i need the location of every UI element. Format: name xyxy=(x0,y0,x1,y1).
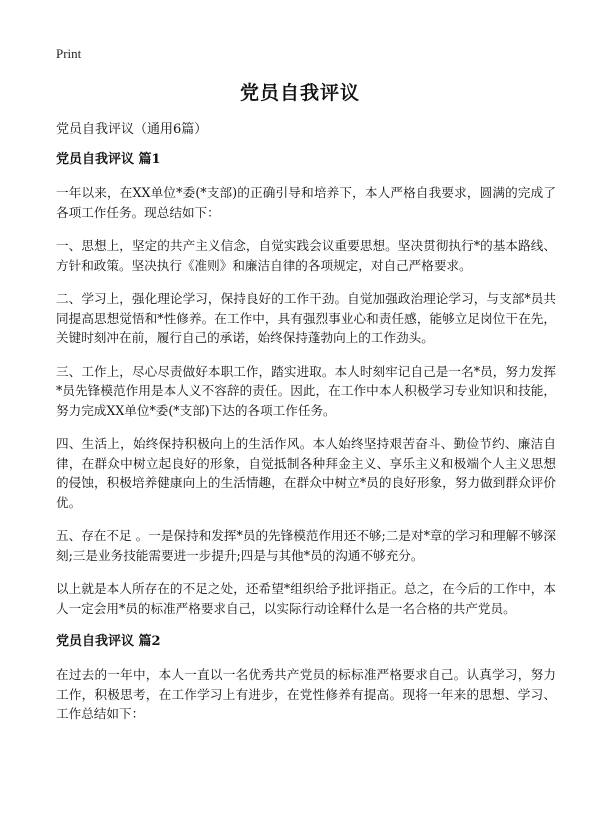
paragraph: 一年以来，在XX单位*委(*支部)的正确引导和培养下，本人严格自我要求，圆满的完成了各项工作任务。现总结如下： xyxy=(56,185,556,220)
document-body xyxy=(56,150,556,738)
section-heading: 党员自我评议 篇1 xyxy=(56,152,161,167)
section-heading: 党员自我评议 篇2 xyxy=(56,634,161,649)
paragraph: 四、生活上，始终保持积极向上的生活作风。本人始终坚持艰苦奋斗、勤俭节约、廉洁自律，在群众中树立起良好的形象，自觉抵制各种拜金主义、享乐主义和极端个人主义思想的侵蚀，积极培养健康向上的生活情趣，在群众中树立*员的良好形象，努力做到群众评价优。 xyxy=(56,436,556,510)
print-label[interactable]: Print xyxy=(56,46,82,61)
page-title: 党员自我评议 xyxy=(239,82,360,104)
paragraph: 以上就是本人所存在的不足之处，还希望*组织给予批评指正。总之，在今后的工作中，本人一定会用*员的标准严格要求自己，以实际行动诠释什么是一名合格的共产党员。 xyxy=(56,581,556,616)
paragraph: 在过去的一年中，本人一直以一名优秀共产党员的标标准严格要求自己。认真学习，努力工作，积极思考，在工作学习上有进步，在党性修养有提高。现将一年来的思想、学习、工作总结如下： xyxy=(56,667,556,721)
section-1 xyxy=(56,150,556,618)
paragraph: 二、学习上，强化理论学习，保持良好的工作干劲。自觉加强政治理论学习，与支部*员共同提高思想觉悟和*性修养。在工作中，具有强烈事业心和责任感，能够立足岗位干在先，关键时刻冲在前，履行自己的承诺，始终保持蓬勃向上的工作劲头。 xyxy=(56,291,556,345)
paragraph: 三、工作上，尽心尽责做好本职工作，踏实进取。本人时刻牢记自己是一名*员，努力发挥*员先锋模范作用是本人义不容辞的责任。因此，在工作中本人积极学习专业知识和技能，努力完成XX单位*委(*支部)下达的各项工作任务。 xyxy=(56,363,556,418)
section-2 xyxy=(56,632,556,724)
document-subtitle: 党员自我评议（通用6篇） xyxy=(56,122,208,137)
paragraph: 五、存在不足 。一是保持和发挥*员的先锋模范作用还不够;二是对*章的学习和理解不够深刻;三是业务技能需要进一步提升;四是与其他*员的沟通不够充分。 xyxy=(56,528,556,563)
paragraph: 一、思想上，坚定的共产主义信念，自觉实践会议重要思想。坚决贯彻执行*的基本路线、方针和政策。坚决执行《准则》和廉洁自律的各项规定，对自己严格要求。 xyxy=(56,238,556,273)
